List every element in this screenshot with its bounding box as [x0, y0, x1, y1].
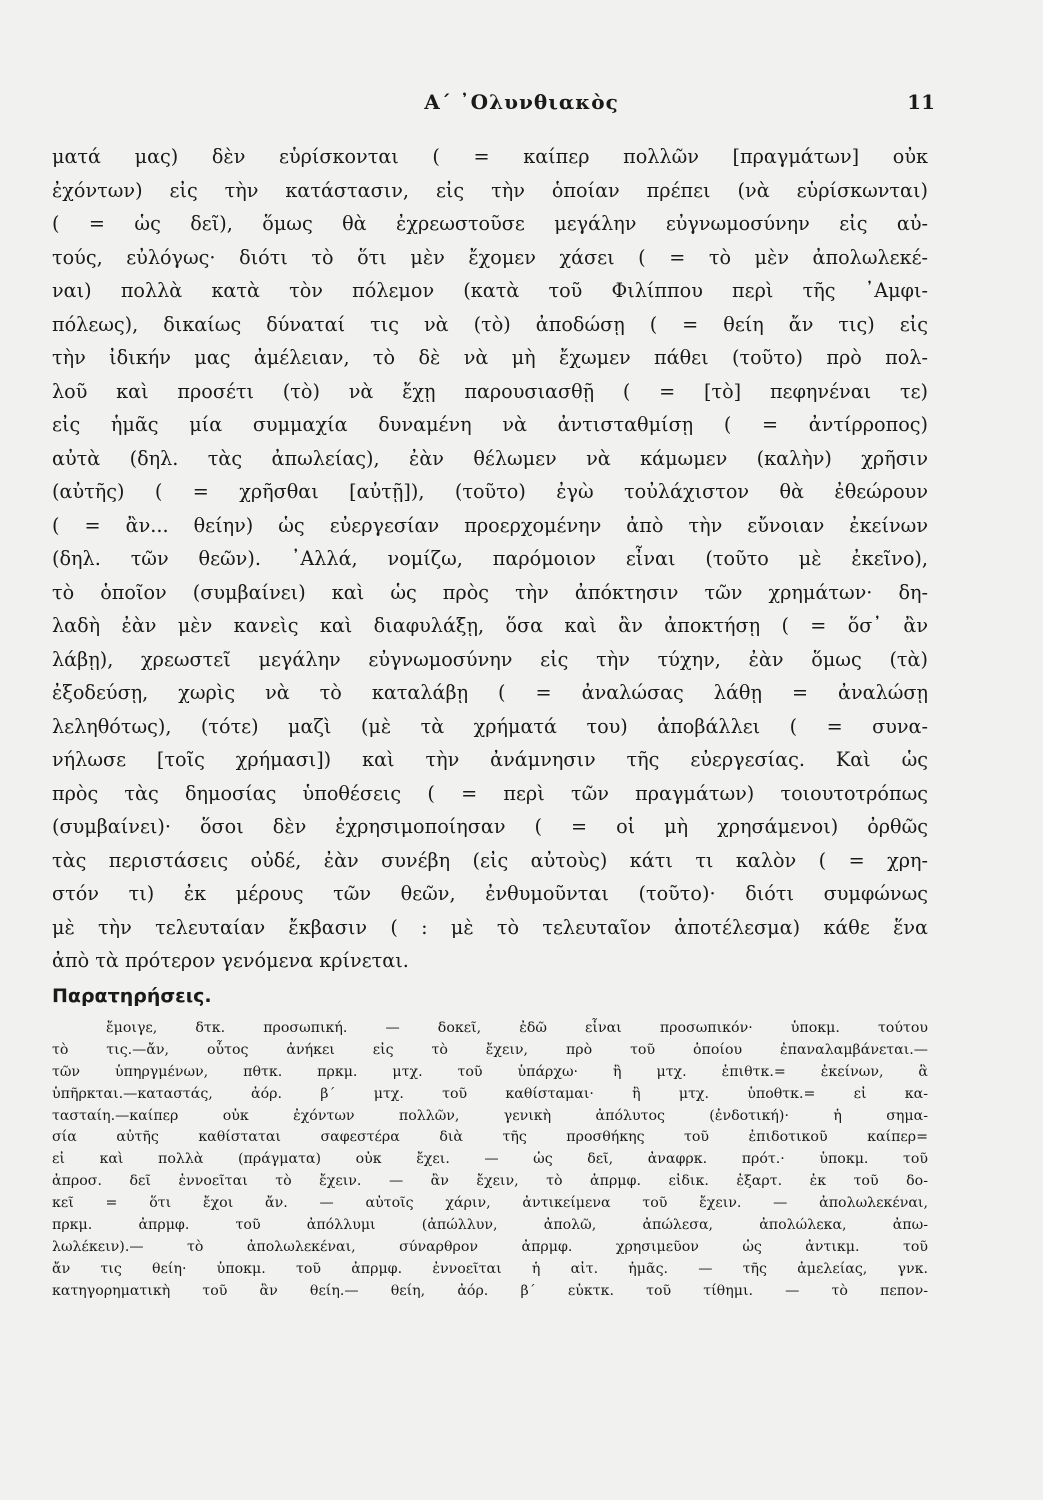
note-line: ὑπῆρκται.—καταστάς, ἀόρ. β΄ μτχ. τοῦ καθίσταμαι· ἢ μτχ. ὑποθτκ.= εἰ κα- [52, 1085, 928, 1102]
body-line: λάβῃ), χρεωστεῖ μεγάλην εὐγνωμοσύνην εἰς τὴν τύχην, ἐὰν ὅμως (τὰ) [52, 647, 928, 671]
note-line: πρκμ. ἀπρμφ. τοῦ ἀπόλλυμι (ἀπώλλυν, ἀπολῶ, ἀπώλεσα, ἀπολώλεκα, ἀπω- [52, 1217, 928, 1234]
body-line: λαδὴ ἐὰν μὲν κανεὶς καὶ διαφυλάξῃ, ὅσα καὶ ἂν ἀποκτήσῃ ( = ὅσ᾿ ἂν [52, 614, 928, 637]
body-line: ( = ἂν... θείην) ὡς εὐεργεσίαν προερχομένην ἀπὸ τὴν εὔνοιαν ἐκείνων [52, 513, 928, 537]
body-line: μὲ τὴν τελευταίαν ἔκβασιν ( : μὲ τὸ τελευταῖον ἀποτέλεσμα) κάθε ἕνα [52, 915, 928, 939]
note-line: κατηγορηματικὴ τοῦ ἂν θείη.— θείη, ἀόρ. β΄ εὐκτκ. τοῦ τίθημι. — τὸ πεπον- [52, 1282, 928, 1299]
body-line: νήλωσε [τοῖς χρήμασι]) καὶ τὴν ἀνάμνησιν τῆς εὐεργεσίας. Καὶ ὡς [52, 748, 928, 771]
body-line: τούς, εὐλόγως· διότι τὸ ὅτι μὲν ἔχομεν χάσει ( = τὸ μὲν ἀπολωλεκέ- [52, 245, 928, 269]
note-line: τὸ τις.—ἄν, οὗτος ἀνήκει εἰς τὸ ἔχειν, πρὸ τοῦ ὁποίου ἐπαναλαμβάνεται.— [52, 1041, 928, 1058]
running-title: Α΄ ᾿Ολυνθιακὸς [424, 90, 619, 114]
note-line: λωλέκειν).— τὸ ἀπολωλεκέναι, σύναρθρον ἀπρμφ. χρησιμεῦον ὡς ἀντικμ. τοῦ [52, 1238, 928, 1255]
note-line: τασταίη.—καίπερ οὐκ ἐχόντων πολλῶν, γενικὴ ἀπόλυτος (ἐνδοτική)· ἡ σημα- [52, 1107, 928, 1124]
body-line: τὴν ἰδικήν μας ἀμέλειαν, τὸ δὲ νὰ μὴ ἔχωμεν πάθει (τοῦτο) πρὸ πολ- [52, 346, 928, 369]
body-line: λεληθότως), (τότε) μαζὶ (μὲ τὰ χρήματά του) ἀποβάλλει ( = συνα- [52, 714, 928, 738]
body-line: (συμβαίνει)· ὅσοι δὲν ἐχρησιμοποίησαν ( = οἱ μὴ χρησάμενοι) ὀρθῶς [52, 815, 928, 838]
note-line: κεῖ = ὅτι ἔχοι ἄν. — αὐτοῖς χάριν, ἀντικείμενα τοῦ ἔχειν. — ἀπολωλεκέναι, [52, 1195, 928, 1212]
note-line: ἔμοιγε, δτκ. προσωπική. — δοκεῖ, ἐδῶ εἶναι προσωπικόν· ὑποκμ. τούτου [106, 1020, 928, 1036]
body-line: τὰς περιστάσεις οὐδέ, ἐὰν συνέβη (εἰς αὐτοὺς) κάτι τι καλὸν ( = χρη- [52, 848, 928, 872]
body-line: ματά μας) δὲν εὑρίσκονται ( = καίπερ πολλῶν [πραγμάτων] οὐκ [52, 145, 928, 168]
body-line: ναι) πολλὰ κατὰ τὸν πόλεμον (κατὰ τοῦ Φιλίππου περὶ τῆς ᾿Αμφι- [52, 279, 928, 302]
note-line: ἀπροσ. δεῖ ἐννοεῖται τὸ ἔχειν. — ἂν ἔχειν, τὸ ἀπρμφ. εἰδικ. ἐξαρτ. ἐκ τοῦ δο- [52, 1173, 928, 1190]
body-line: πρὸς τὰς δημοσίας ὑποθέσεις ( = περὶ τῶν πραγμάτων) τοιουτοτρόπως [52, 781, 928, 805]
page-header [0, 90, 1043, 120]
notes-heading: Παρατηρήσεις. [52, 985, 212, 1007]
note-line: σία αὐτῆς καθίσταται σαφεστέρα διὰ τῆς προσθήκης τοῦ ἐπιδοτικοῦ καίπερ= [52, 1129, 928, 1146]
body-line: τὸ ὁποῖον (συμβαίνει) καὶ ὡς πρὸς τὴν ἀπόκτησιν τῶν χρημάτων· δη- [52, 580, 928, 604]
body-line: (δηλ. τῶν θεῶν). ᾿Αλλά, νομίζω, παρόμοιον εἶναι (τοῦτο μὲ ἐκεῖνο), [52, 547, 928, 570]
body-line: (αὐτῆς) ( = χρῆσθαι [αὐτῇ]), (τοῦτο) ἐγὼ τοὐλάχιστον θὰ ἐθεώρουν [52, 480, 928, 503]
body-line: λοῦ καὶ προσέτι (τὸ) νὰ ἔχῃ παρουσιασθῇ ( = [τὸ] πεφηνέναι τε) [52, 379, 928, 403]
body-line: πόλεως), δικαίως δύναταί τις νὰ (τὸ) ἀποδώσῃ ( = θείη ἄν τις) εἰς [52, 312, 928, 336]
note-line: εἰ καὶ πολλὰ (πράγματα) οὐκ ἔχει. — ὡς δεῖ, ἀναφρκ. πρότ.· ὑποκμ. τοῦ [52, 1151, 928, 1168]
note-line: ἄν τις θείη· ὑποκμ. τοῦ ἀπρμφ. ἐννοεῖται ἡ αἰτ. ἡμᾶς. — τῆς ἀμελείας, γνκ. [52, 1260, 928, 1277]
body-line: ( = ὡς δεῖ), ὅμως θὰ ἐχρεωστοῦσε μεγάλην εὐγνωμοσύνην εἰς αὐ- [52, 212, 928, 235]
body-line: εἰς ἡμᾶς μία συμμαχία δυναμένη νὰ ἀντισταθμίσῃ ( = ἀντίρροπος) [52, 413, 928, 436]
body-line: ἐξοδεύσῃ, χωρὶς νὰ τὸ καταλάβῃ ( = ἀναλώσας λάθῃ = ἀναλώσῃ [52, 681, 928, 704]
note-line: τῶν ὑπηργμένων, πθτκ. πρκμ. μτχ. τοῦ ὑπάρχω· ἢ μτχ. ἐπιθτκ.= ἐκείνων, ἃ [52, 1063, 928, 1080]
body-line: στόν τι) ἐκ μέρους τῶν θεῶν, ἐνθυμοῦνται (τοῦτο)· διότι συμφώνως [52, 882, 928, 905]
notes-section [52, 1018, 928, 1303]
body-line: αὐτὰ (δηλ. τὰς ἀπωλείας), ἐὰν θέλωμεν νὰ κάμωμεν (καλὴν) χρῆσιν [52, 446, 928, 470]
body-line: ἐχόντων) εἰς τὴν κατάστασιν, εἰς τὴν ὁποίαν πρέπει (νὰ εὑρίσκωνται) [52, 178, 928, 202]
translation-body [52, 140, 928, 978]
body-line: ἀπὸ τὰ πρότερον γενόμενα κρίνεται. [52, 949, 409, 972]
page-number: 11 [907, 90, 935, 114]
